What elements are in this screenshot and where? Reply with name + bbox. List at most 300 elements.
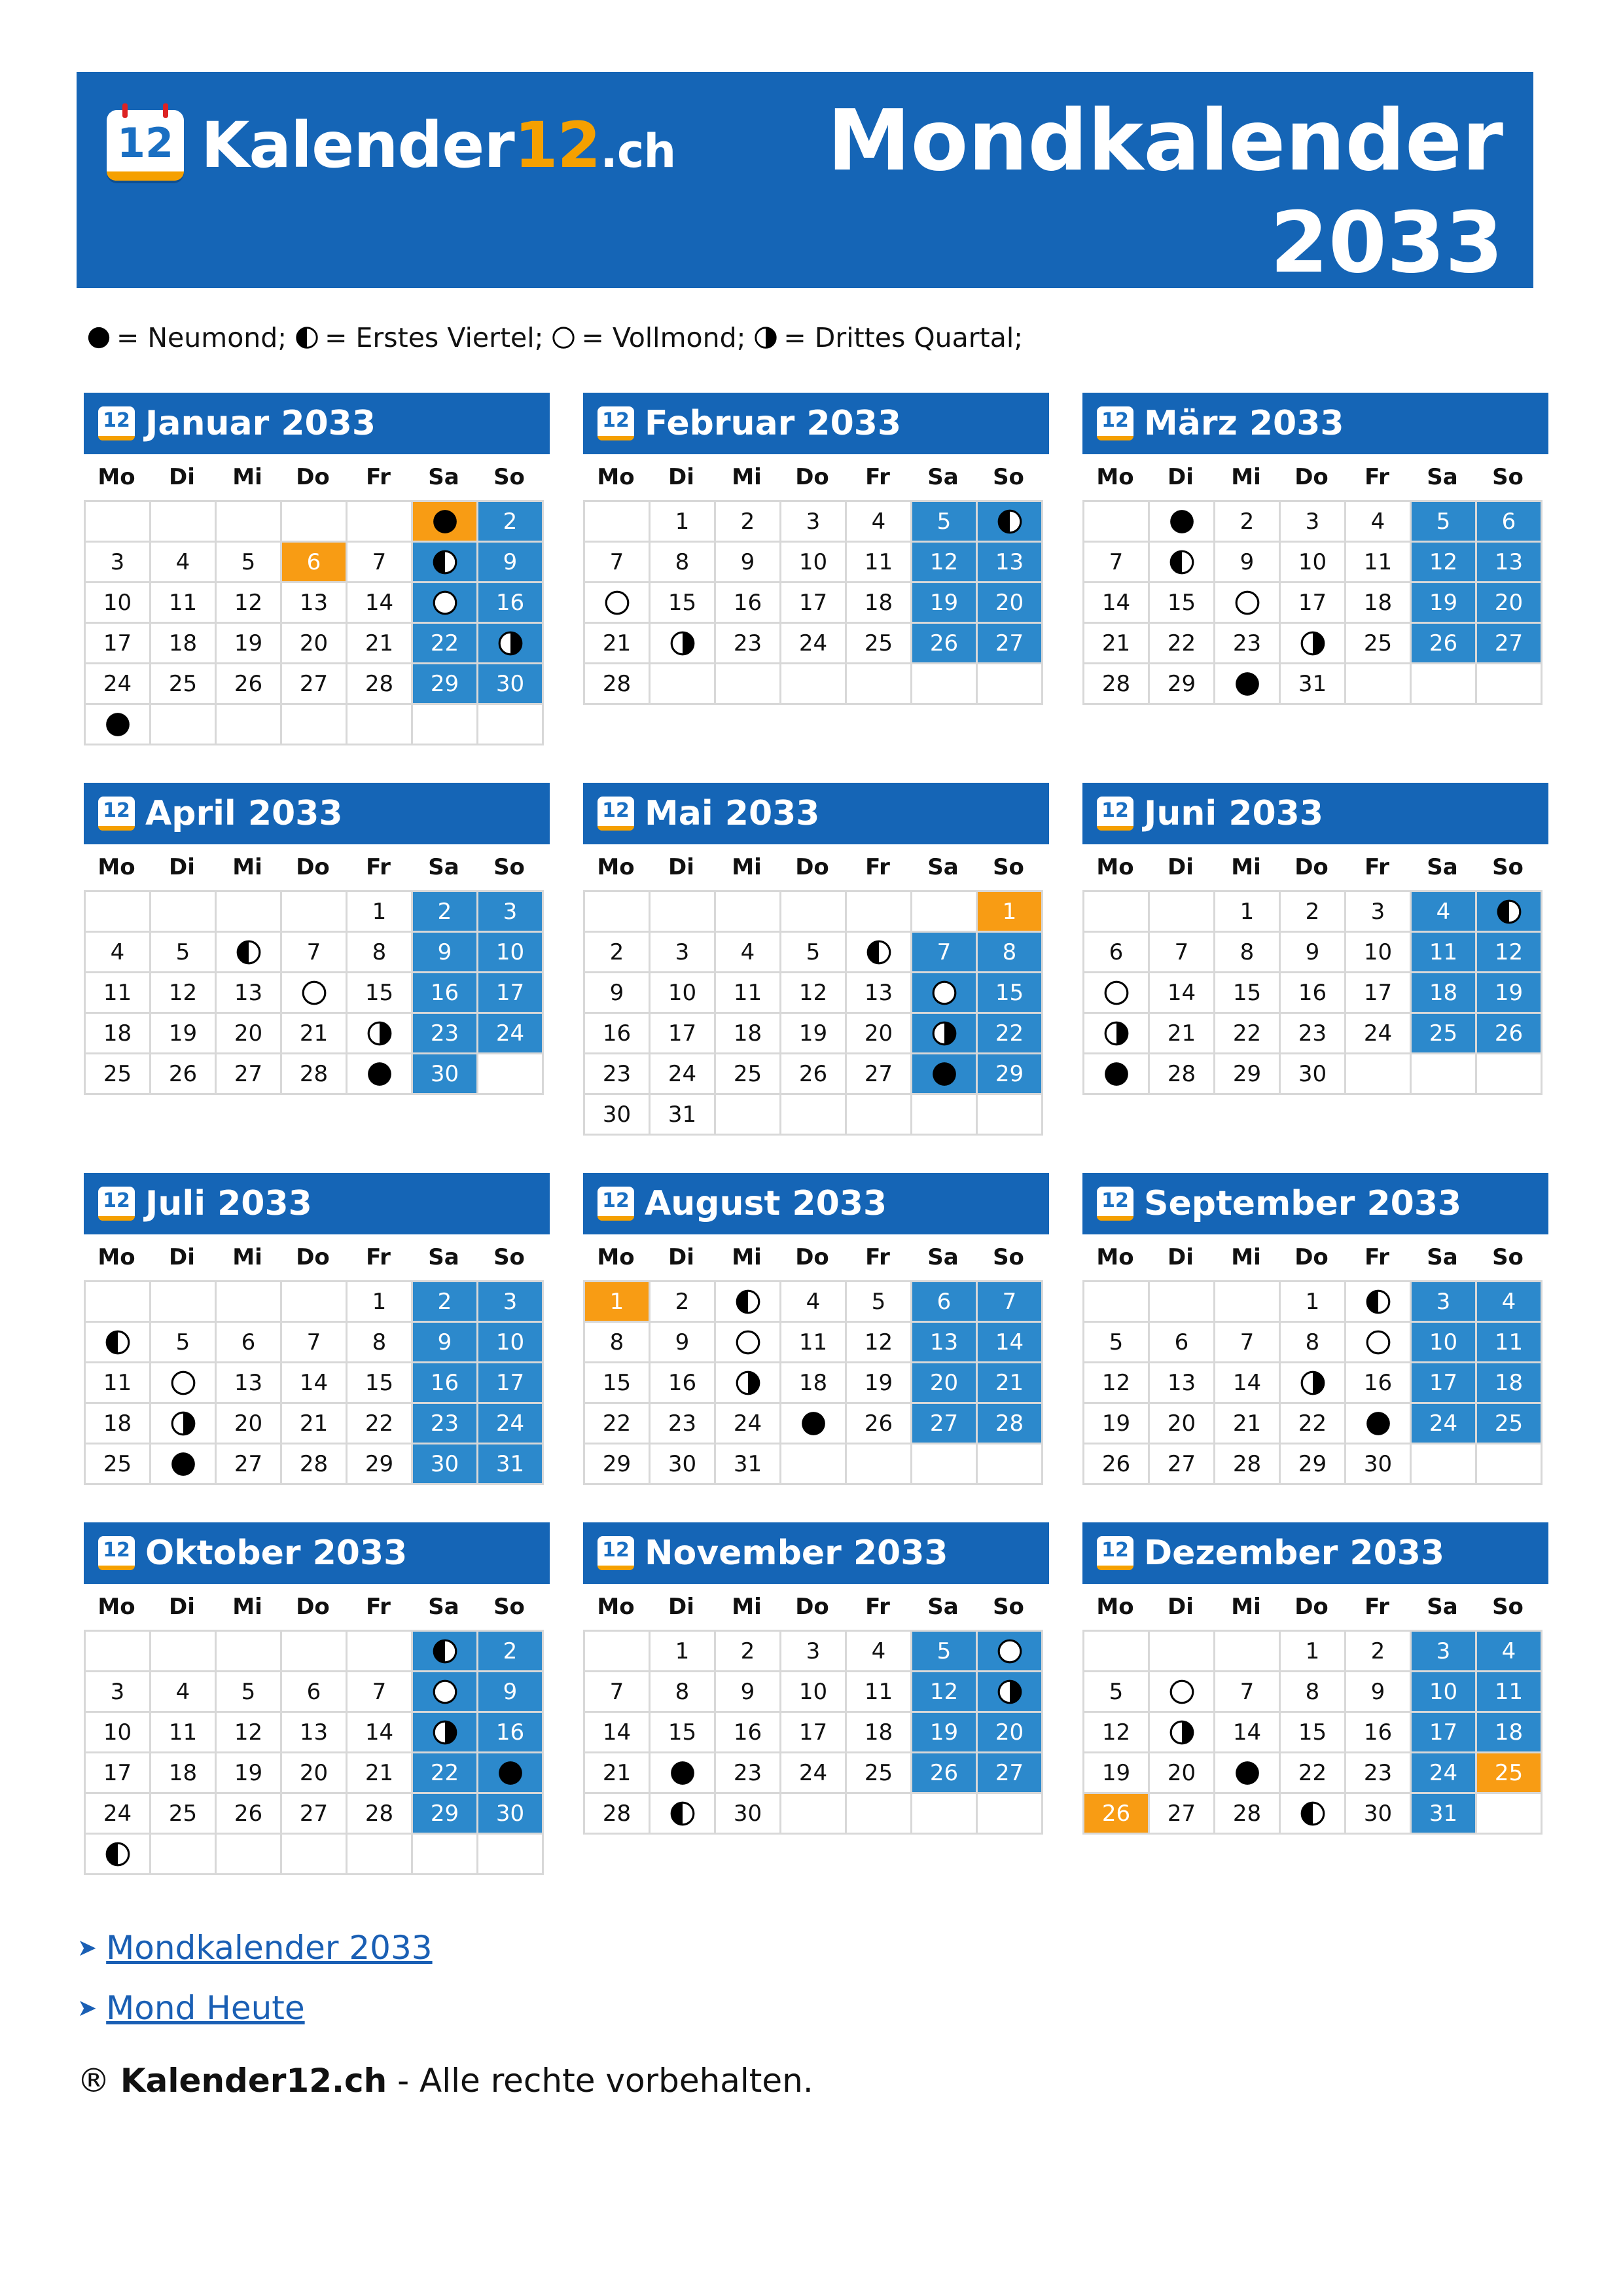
day-cell	[847, 933, 912, 973]
week-row	[585, 1014, 1043, 1054]
day-cell	[86, 1323, 151, 1363]
day-cell	[413, 543, 478, 583]
day-cell: 9	[716, 1672, 781, 1713]
day-cell: 12	[912, 1672, 978, 1713]
day-cell: 6	[282, 1672, 348, 1713]
day-cell: 9	[716, 543, 781, 583]
day-cell: 5	[217, 1672, 282, 1713]
day-cell: 24	[478, 1014, 544, 1054]
day-cell: 18	[716, 1014, 781, 1054]
last-quarter-icon	[169, 1410, 197, 1437]
weekday-label: Fr	[865, 1244, 890, 1270]
day-cell: 27	[1150, 1444, 1215, 1485]
weekday-label: Sa	[1427, 854, 1458, 880]
new-moon-icon	[1234, 670, 1261, 698]
week-row	[1084, 1323, 1543, 1363]
day-cell: 15	[1215, 973, 1281, 1014]
empty-cell	[151, 502, 217, 543]
arrow-right-icon: ➤	[77, 1994, 98, 2022]
empty-cell	[781, 1095, 847, 1136]
day-cell: 9	[1281, 933, 1346, 973]
empty-cell	[282, 1632, 348, 1672]
month-header	[583, 783, 1049, 844]
week-row	[86, 1794, 544, 1835]
weekday-label: Do	[1294, 1244, 1329, 1270]
day-cell: 20	[282, 1753, 348, 1794]
day-cell: 10	[1281, 543, 1346, 583]
empty-cell	[1412, 1054, 1477, 1095]
empty-cell	[585, 1632, 651, 1672]
first-quarter-icon	[1364, 1288, 1392, 1316]
day-cell: 12	[781, 973, 847, 1014]
day-cell: 11	[151, 1713, 217, 1753]
weekday-label: Fr	[1364, 1594, 1389, 1620]
calendar-icon: 12	[597, 797, 634, 831]
day-cell: 30	[716, 1794, 781, 1835]
day-cell: 8	[348, 933, 413, 973]
empty-cell	[978, 1095, 1043, 1136]
week-row	[86, 1282, 544, 1323]
day-cell: 10	[86, 583, 151, 624]
day-cell: 24	[86, 1794, 151, 1835]
week-row	[1084, 543, 1543, 583]
week-row	[585, 1794, 1043, 1835]
weekday-label: Mo	[98, 854, 135, 880]
day-cell	[1477, 892, 1543, 933]
day-cell: 18	[86, 1014, 151, 1054]
day-cell: 14	[978, 1323, 1043, 1363]
day-cell: 30	[478, 1794, 544, 1835]
day-cell: 20	[912, 1363, 978, 1404]
week-row	[1084, 1632, 1543, 1672]
last-quarter-icon	[734, 1369, 762, 1397]
day-cell: 29	[978, 1054, 1043, 1095]
full-moon-icon	[1364, 1329, 1392, 1356]
day-cell: 26	[912, 624, 978, 664]
new-moon-icon	[1168, 508, 1196, 535]
day-cell: 11	[86, 1363, 151, 1404]
day-cell: 26	[912, 1753, 978, 1794]
day-cell: 9	[413, 1323, 478, 1363]
empty-cell	[217, 892, 282, 933]
weekday-label: Mi	[732, 1244, 762, 1270]
week-row	[585, 1444, 1043, 1485]
day-cell: 21	[282, 1014, 348, 1054]
link-item	[77, 1978, 433, 2038]
day-cell: 23	[716, 1753, 781, 1794]
mond-heute-link[interactable]: Mond Heute	[106, 1989, 305, 2027]
empty-cell	[1477, 1794, 1543, 1835]
day-cell: 18	[847, 583, 912, 624]
day-cell: 9	[651, 1323, 716, 1363]
month-header	[1082, 1522, 1548, 1584]
day-cell: 17	[1412, 1713, 1477, 1753]
day-cell: 10	[1412, 1672, 1477, 1713]
day-cell: 10	[781, 543, 847, 583]
day-cell: 23	[585, 1054, 651, 1095]
day-cell: 11	[781, 1323, 847, 1363]
day-grid	[84, 890, 544, 1095]
month-title: Januar 2033	[145, 404, 376, 443]
day-cell: 25	[847, 624, 912, 664]
registered-symbol: ®	[77, 2062, 110, 2100]
day-cell: 19	[912, 583, 978, 624]
first-quarter-icon	[734, 1288, 762, 1316]
day-cell: 7	[348, 543, 413, 583]
day-cell	[716, 1282, 781, 1323]
day-cell: 3	[781, 1632, 847, 1672]
day-cell: 10	[781, 1672, 847, 1713]
weekday-label: Di	[1168, 464, 1194, 490]
day-cell: 3	[1346, 892, 1412, 933]
day-cell: 30	[651, 1444, 716, 1485]
empty-cell	[847, 1095, 912, 1136]
weekday-label: Di	[668, 854, 694, 880]
day-cell: 5	[781, 933, 847, 973]
weekday-header	[583, 454, 1049, 500]
empty-cell	[847, 892, 912, 933]
weekday-label: Sa	[428, 464, 459, 490]
weekday-label: Di	[668, 1244, 694, 1270]
empty-cell	[478, 1835, 544, 1875]
day-cell	[413, 502, 478, 543]
empty-cell	[912, 1095, 978, 1136]
day-cell: 13	[282, 1713, 348, 1753]
weekday-label: Fr	[1364, 1244, 1389, 1270]
weekday-header	[583, 844, 1049, 890]
day-cell: 13	[217, 973, 282, 1014]
weekday-label: Fr	[1364, 854, 1389, 880]
weekday-label: So	[993, 1594, 1024, 1620]
weekday-label: Sa	[927, 1244, 959, 1270]
day-cell: 28	[348, 1794, 413, 1835]
weekday-label: Do	[795, 854, 829, 880]
empty-cell	[282, 1835, 348, 1875]
day-cell	[1084, 973, 1150, 1014]
weekday-label: Sa	[428, 1594, 459, 1620]
week-row	[86, 1363, 544, 1404]
day-cell: 20	[282, 624, 348, 664]
full-moon-icon	[551, 325, 576, 350]
week-row	[1084, 1404, 1543, 1444]
empty-cell	[781, 1444, 847, 1485]
day-cell: 30	[1281, 1054, 1346, 1095]
empty-cell	[716, 664, 781, 705]
empty-cell	[86, 1282, 151, 1323]
day-cell	[413, 1632, 478, 1672]
site-logo[interactable]	[107, 107, 675, 183]
day-cell: 8	[585, 1323, 651, 1363]
day-cell: 24	[1346, 1014, 1412, 1054]
week-row	[86, 1054, 544, 1095]
last-quarter-icon	[753, 325, 778, 350]
first-quarter-icon	[431, 548, 459, 576]
day-cell: 15	[348, 1363, 413, 1404]
day-cell: 14	[1150, 973, 1215, 1014]
day-cell: 24	[1412, 1404, 1477, 1444]
day-cell: 28	[282, 1444, 348, 1485]
empty-cell	[86, 1632, 151, 1672]
day-cell: 2	[478, 1632, 544, 1672]
new-moon-icon	[1364, 1410, 1392, 1437]
month-title: Dezember 2033	[1144, 1534, 1445, 1573]
weekday-label: Sa	[1427, 1594, 1458, 1620]
calendar-icon: 12	[597, 1187, 634, 1221]
weekday-label: Do	[1294, 464, 1329, 490]
day-cell	[348, 1014, 413, 1054]
day-cell: 11	[1477, 1672, 1543, 1713]
empty-cell	[1084, 502, 1150, 543]
day-cell: 14	[348, 1713, 413, 1753]
empty-cell	[1150, 1282, 1215, 1323]
month-calendar	[583, 783, 1049, 1136]
new-moon-icon	[1234, 1759, 1261, 1787]
empty-cell	[478, 1054, 544, 1095]
day-cell: 7	[1150, 933, 1215, 973]
week-row	[585, 1753, 1043, 1794]
week-row	[585, 1672, 1043, 1713]
day-cell: 30	[585, 1095, 651, 1136]
day-grid	[583, 500, 1043, 705]
day-cell	[651, 1794, 716, 1835]
empty-cell	[217, 1632, 282, 1672]
weekday-label: Mo	[597, 1244, 635, 1270]
day-grid	[1082, 1630, 1543, 1835]
first-quarter-icon	[235, 939, 262, 966]
last-quarter-icon	[1299, 1369, 1327, 1397]
day-cell: 9	[478, 1672, 544, 1713]
day-cell: 16	[716, 1713, 781, 1753]
day-cell: 26	[1477, 1014, 1543, 1054]
day-cell: 1	[348, 892, 413, 933]
weekday-label: Do	[296, 1594, 330, 1620]
new-moon-icon	[366, 1060, 393, 1088]
weekday-header	[1082, 1234, 1548, 1280]
day-cell: 8	[1281, 1672, 1346, 1713]
weekday-label: Mi	[1231, 854, 1261, 880]
day-cell: 2	[1346, 1632, 1412, 1672]
day-cell: 22	[978, 1014, 1043, 1054]
empty-cell	[912, 664, 978, 705]
first-quarter-icon	[431, 1638, 459, 1665]
day-cell: 27	[1150, 1794, 1215, 1835]
month-calendar	[583, 1522, 1049, 1835]
empty-cell	[1477, 664, 1543, 705]
day-cell: 18	[86, 1404, 151, 1444]
new-moon-icon	[104, 711, 132, 738]
day-cell: 27	[978, 1753, 1043, 1794]
full-moon-icon	[1103, 979, 1130, 1007]
day-cell	[1215, 1753, 1281, 1794]
day-cell: 5	[1084, 1323, 1150, 1363]
day-cell: 19	[151, 1014, 217, 1054]
day-cell: 3	[478, 892, 544, 933]
day-cell: 3	[86, 1672, 151, 1713]
day-cell: 11	[1412, 933, 1477, 973]
week-row	[86, 1323, 544, 1363]
empty-cell	[651, 892, 716, 933]
week-row	[585, 1713, 1043, 1753]
empty-cell	[585, 892, 651, 933]
day-cell: 17	[1346, 973, 1412, 1014]
empty-cell	[847, 1444, 912, 1485]
calendar-icon: 12	[1097, 406, 1133, 440]
day-cell: 28	[1084, 664, 1150, 705]
day-cell: 4	[781, 1282, 847, 1323]
week-row	[86, 1444, 544, 1485]
weekday-label: Sa	[1427, 464, 1458, 490]
full-moon-icon	[431, 1678, 459, 1706]
day-cell: 14	[1215, 1363, 1281, 1404]
day-cell: 31	[1412, 1794, 1477, 1835]
day-cell: 22	[413, 1753, 478, 1794]
month-title: März 2033	[1144, 404, 1344, 443]
day-cell: 10	[651, 973, 716, 1014]
day-cell: 15	[651, 583, 716, 624]
weekday-header	[1082, 1584, 1548, 1630]
last-quarter-icon	[1103, 1020, 1130, 1047]
day-cell: 29	[1215, 1054, 1281, 1095]
day-cell: 12	[912, 543, 978, 583]
day-cell: 13	[847, 973, 912, 1014]
day-cell: 14	[585, 1713, 651, 1753]
day-cell	[1084, 1054, 1150, 1095]
empty-cell	[1084, 1632, 1150, 1672]
day-cell	[585, 583, 651, 624]
week-row	[86, 1753, 544, 1794]
weekday-label: So	[993, 854, 1024, 880]
day-cell: 16	[413, 1363, 478, 1404]
full-moon-icon	[300, 979, 328, 1007]
month-calendar	[1082, 1173, 1548, 1485]
day-cell: 18	[1477, 1713, 1543, 1753]
empty-cell	[716, 892, 781, 933]
empty-cell	[781, 1794, 847, 1835]
weekday-label: So	[993, 1244, 1024, 1270]
week-row	[1084, 502, 1543, 543]
day-cell: 29	[1150, 664, 1215, 705]
new-moon-icon	[431, 508, 459, 535]
day-cell	[978, 1632, 1043, 1672]
week-row	[585, 543, 1043, 583]
last-quarter-icon	[1299, 630, 1327, 657]
mondkalender-link[interactable]: Mondkalender 2033	[106, 1929, 433, 1967]
weekday-label: Fr	[366, 1594, 391, 1620]
last-quarter-icon	[366, 1020, 393, 1047]
empty-cell	[1150, 892, 1215, 933]
page-title: Mondkalender 2033	[827, 92, 1503, 292]
empty-cell	[151, 705, 217, 745]
day-cell	[151, 1404, 217, 1444]
day-cell	[716, 1323, 781, 1363]
day-cell: 8	[651, 1672, 716, 1713]
week-row	[86, 892, 544, 933]
day-cell: 20	[1150, 1753, 1215, 1794]
day-cell: 10	[86, 1713, 151, 1753]
weekday-label: Mi	[732, 464, 762, 490]
weekday-header	[1082, 844, 1548, 890]
first-quarter-icon	[996, 508, 1024, 535]
empty-cell	[217, 1835, 282, 1875]
day-cell: 2	[478, 502, 544, 543]
calendar-icon: 12	[597, 1536, 634, 1570]
day-cell: 18	[1412, 973, 1477, 1014]
day-cell: 26	[847, 1404, 912, 1444]
day-cell: 23	[716, 624, 781, 664]
day-cell: 19	[217, 1753, 282, 1794]
day-cell: 31	[478, 1444, 544, 1485]
day-cell: 29	[1281, 1444, 1346, 1485]
weekday-label: Do	[795, 1244, 829, 1270]
month-header	[583, 1522, 1049, 1584]
month-calendar	[84, 783, 550, 1095]
day-cell: 23	[413, 1014, 478, 1054]
day-cell: 21	[348, 1753, 413, 1794]
calendar-icon: 12	[1097, 1187, 1133, 1221]
day-cell	[651, 1753, 716, 1794]
week-row	[86, 1404, 544, 1444]
day-cell: 14	[1084, 583, 1150, 624]
weekday-label: So	[1492, 464, 1524, 490]
month-header	[84, 1522, 550, 1584]
day-cell: 18	[847, 1713, 912, 1753]
day-cell: 26	[217, 664, 282, 705]
month-header	[84, 783, 550, 844]
weekday-label: Mi	[232, 854, 262, 880]
arrow-right-icon: ➤	[77, 1934, 98, 1962]
weekday-label: Sa	[428, 854, 459, 880]
weekday-label: Fr	[865, 1594, 890, 1620]
weekday-label: Di	[1168, 854, 1194, 880]
new-moon-icon	[1103, 1060, 1130, 1088]
day-cell: 8	[348, 1323, 413, 1363]
week-row	[1084, 1753, 1543, 1794]
empty-cell	[1346, 664, 1412, 705]
month-title: August 2033	[645, 1184, 887, 1223]
full-moon-icon	[1234, 589, 1261, 617]
day-cell: 8	[1281, 1323, 1346, 1363]
week-row	[585, 892, 1043, 933]
day-cell: 2	[413, 892, 478, 933]
last-quarter-icon	[497, 630, 524, 657]
new-moon-icon	[86, 325, 111, 350]
weekday-label: Sa	[927, 464, 959, 490]
weekday-label: Do	[1294, 1594, 1329, 1620]
week-row	[585, 1363, 1043, 1404]
day-cell: 31	[716, 1444, 781, 1485]
day-cell	[86, 705, 151, 745]
empty-cell	[151, 1632, 217, 1672]
day-cell: 15	[348, 973, 413, 1014]
week-row	[86, 664, 544, 705]
day-cell: 7	[912, 933, 978, 973]
day-cell	[151, 1444, 217, 1485]
footer	[77, 2062, 813, 2100]
day-cell: 7	[282, 1323, 348, 1363]
month-calendar	[583, 393, 1049, 705]
day-cell	[478, 1753, 544, 1794]
month-calendar	[84, 1173, 550, 1485]
day-cell: 18	[1346, 583, 1412, 624]
week-row	[1084, 1444, 1543, 1485]
day-cell	[478, 624, 544, 664]
day-cell: 4	[1477, 1632, 1543, 1672]
weekday-label: Mi	[1231, 1244, 1261, 1270]
day-cell: 28	[1215, 1794, 1281, 1835]
day-cell: 17	[781, 583, 847, 624]
day-cell: 5	[151, 933, 217, 973]
day-cell: 27	[217, 1444, 282, 1485]
